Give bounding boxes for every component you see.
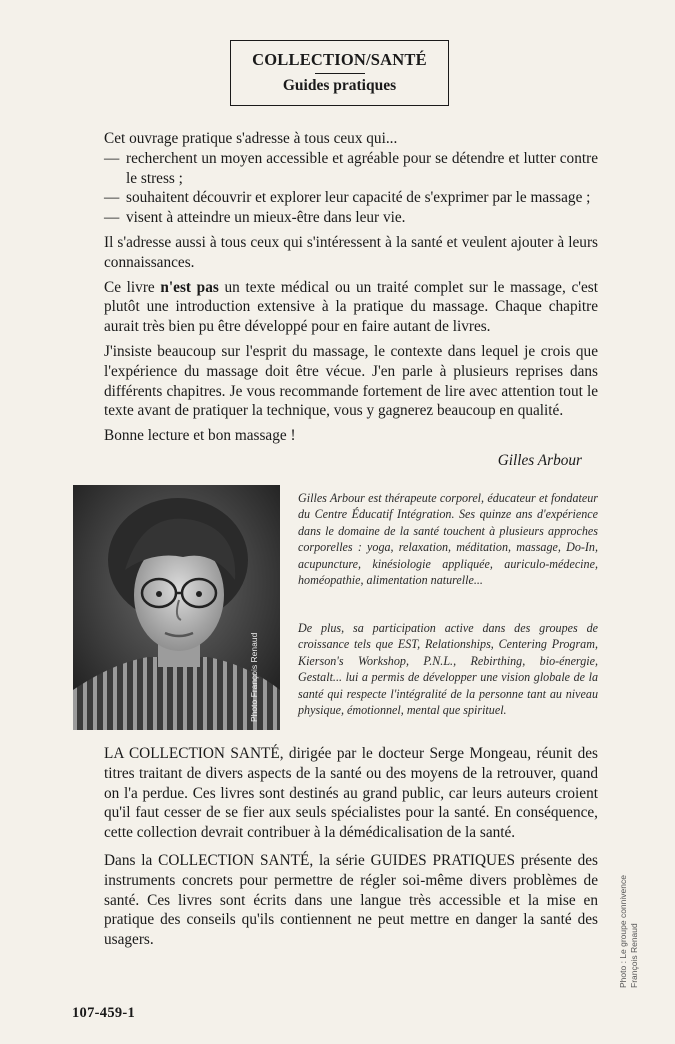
bullet-dash: —	[104, 209, 120, 227]
author-bio-paragraph: Gilles Arbour est thérapeute corporel, éducateur et fondateur du Centre Éducatif Intégration. Ses quinze ans d'expérience dans le domaine de la santé touchent à plusieurs approches corporelles : yoga, relaxation, méditation, massage, Do-In, acupuncture, kinésiologie appliquée, auriculo-médecine, homéopathie, alimentation naturelle...	[298, 491, 598, 588]
photo-credit: Photo François Renaud	[249, 632, 259, 722]
bullet-text: recherchent un moyen accessible et agréable pour se détendre et lutter contre le stress ;	[126, 149, 598, 187]
author-bio-paragraph: De plus, sa participation active dans des groupes de croissance tels que EST, Relationships, Centering Program, Kierson's Workshop, P.N.L., Rebirthing, bio-énergie, Gestalt... lui a permis de développer une vision globale de la santé qui respecte l'intégralité de la personne tant au niveau physique, émotionnel, mental que spirituel.	[298, 621, 598, 718]
scope-text-emphasis: n'est pas	[160, 278, 219, 296]
header-divider	[315, 73, 365, 74]
bullet-text: visent à atteindre un mieux-être dans leur vie.	[126, 209, 406, 227]
intro-lead: Cet ouvrage pratique s'adresse à tous ceux qui...	[104, 130, 398, 147]
bullet-text: souhaitent découvrir et explorer leur capacité de s'exprimer par le massage ;	[126, 189, 591, 207]
collection-section	[104, 744, 598, 950]
intro-bullet	[104, 208, 598, 228]
isbn-code: 107-459-1	[72, 1005, 136, 1021]
intro-paragraph-audience: Il s'adresse aussi à tous ceux qui s'intéressent à la santé et veulent ajouter à leurs connaissances.	[104, 233, 598, 271]
bullet-dash: —	[104, 189, 120, 207]
side-credit-line: Photo : Le groupe connivence	[618, 875, 628, 988]
scope-text-end: un texte médical ou un traité complet sur le massage, c'est plutôt une introduction extensive à la pratique du massage. Chaque chapitre aurait très bien pu être développé pour en faire autant de livres.	[104, 278, 598, 336]
collection-header-box	[230, 40, 449, 106]
side-credit-line: François Renaud	[629, 923, 639, 988]
author-signature: Gilles Arbour	[497, 452, 582, 469]
intro-paragraph-scope	[104, 278, 598, 337]
collection-paragraph-intro: LA COLLECTION SANTÉ, dirigée par le docteur Serge Mongeau, réunit des titres traitant de divers aspects de la santé ou des moyens de la retrouver, quand on l'a perdue. Ces livres sont destinés au grand public, car leurs auteurs croient qu'il faut cesser de se fier aux seuls spécialistes pour la santé. En conséquence, cette collection devrait contribuer à la démédicalisation de la santé.	[104, 745, 598, 842]
collection-title: COLLECTION/SANTÉ	[252, 50, 427, 69]
collection-subtitle: Guides pratiques	[282, 77, 397, 94]
intro-section	[104, 129, 598, 446]
intro-closing: Bonne lecture et bon massage !	[104, 427, 296, 445]
scope-text-start: Ce livre	[104, 278, 161, 296]
collection-paragraph-series: Dans la COLLECTION SANTÉ, la série GUIDES PRATIQUES présente des instruments concrets pour permettre de régler soi-même divers problèmes de santé. Ces livres sont écrits dans une langue très accessible et la mise en pratique des conseils qu'ils contiennent ne peut mettre en danger la santé des usagers.	[104, 851, 598, 949]
intro-bullet	[104, 188, 598, 208]
bullet-dash: —	[104, 149, 120, 167]
side-photo-credit	[618, 848, 648, 988]
intro-bullet	[104, 149, 598, 189]
intro-paragraph-spirit: J'insiste beaucoup sur l'esprit du massage, le contexte dans lequel je crois que l'expérience du massage doit être vécue. J'en parle à plusieurs reprises dans différents chapitres. Je vous recommande fortement de lire avec attention tout le texte avant de pratiquer la technique, vous y gagnerez beaucoup en qualité.	[104, 342, 598, 420]
